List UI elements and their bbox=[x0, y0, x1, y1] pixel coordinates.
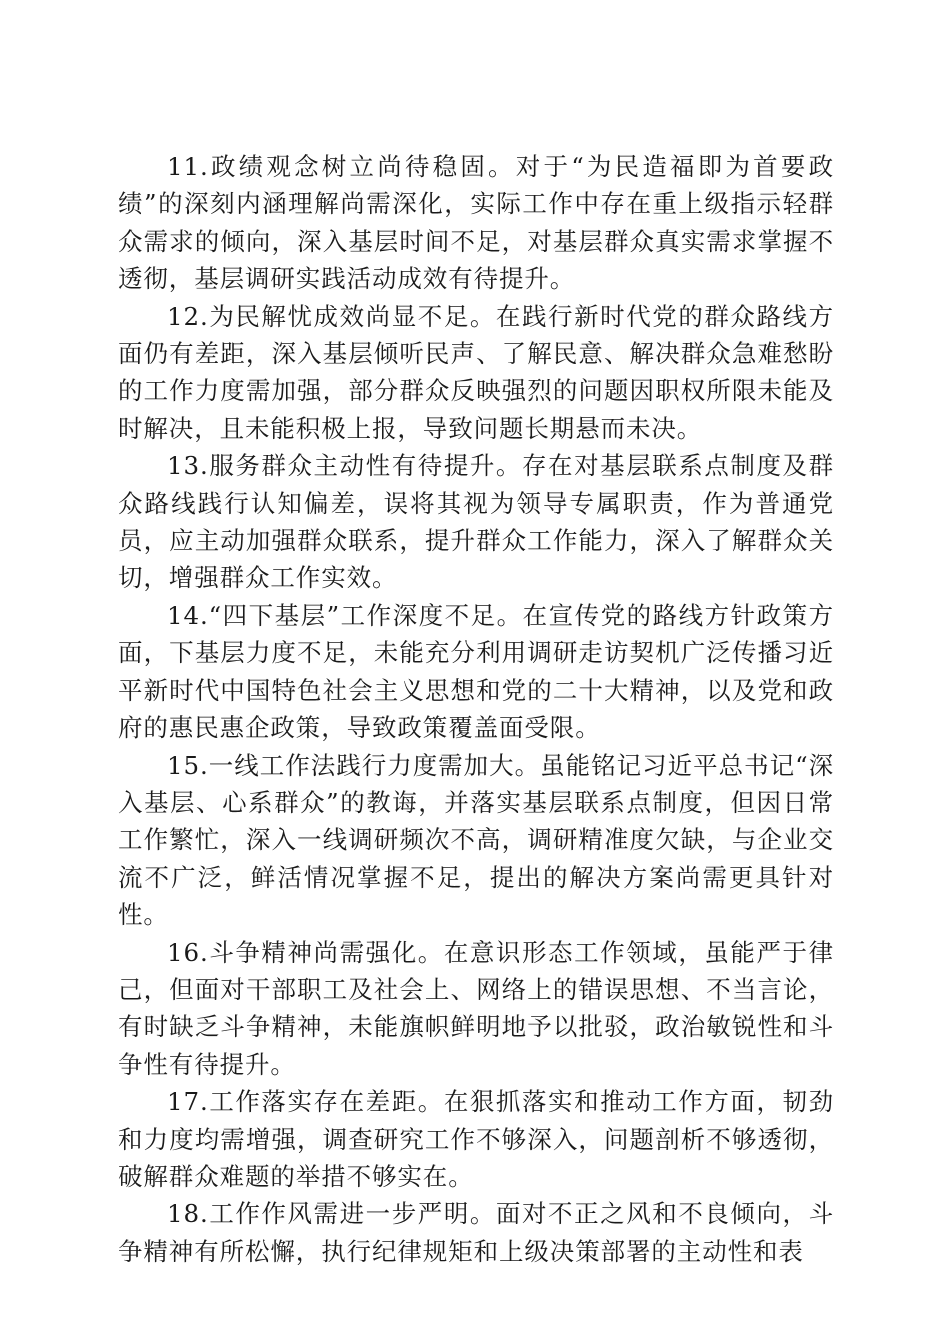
paragraph-13: 13.服务群众主动性有待提升。存在对基层联系点制度及群众路线践行认知偏差，误将其视为领导专属职责，作为普通党员，应主动加强群众联系，提升群众工作能力，深入了解群众关切，增强群众工作实效。 bbox=[118, 451, 834, 593]
document-body bbox=[118, 148, 834, 1270]
paragraph-11: 11.政绩观念树立尚待稳固。对于“为民造福即为首要政绩”的深刻内涵理解尚需深化，实际工作中存在重上级指示轻群众需求的倾向，深入基层时间不足，对基层群众真实需求掌握不透彻，基层调研实践活动成效有待提升。 bbox=[118, 152, 834, 294]
paragraph-18: 18.工作作风需进一步严明。面对不正之风和不良倾向，斗争精神有所松懈，执行纪律规矩和上级决策部署的主动性和表 bbox=[118, 1199, 834, 1266]
paragraph-15: 15.一线工作法践行力度需加大。虽能铭记习近平总书记“深入基层、心系群众”的教诲，并落实基层联系点制度，但因日常工作繁忙，深入一线调研频次不高，调研精准度欠缺，与企业交流不广泛，鲜活情况掌握不足，提出的解决方案尚需更具针对性。 bbox=[118, 750, 834, 930]
paragraph-14: 14.“四下基层”工作深度不足。在宣传党的路线方针政策方面，下基层力度不足，未能充分利用调研走访契机广泛传播习近平新时代中国特色社会主义思想和党的二十大精神，以及党和政府的惠民惠企政策，导致政策覆盖面受限。 bbox=[118, 600, 834, 743]
paragraph-16: 16.斗争精神尚需强化。在意识形态工作领域，虽能严于律己，但面对干部职工及社会上、网络上的错误思想、不当言论，有时缺乏斗争精神，未能旗帜鲜明地予以批驳，政治敏锐性和斗争性有待提升。 bbox=[118, 937, 834, 1079]
paragraph-12: 12.为民解忧成效尚显不足。在践行新时代党的群众路线方面仍有差距，深入基层倾听民声、了解民意、解决群众急难愁盼的工作力度需加强，部分群众反映强烈的问题因职权所限未能及时解决，且未能积极上报，导致问题长期悬而未决。 bbox=[118, 301, 834, 443]
paragraph-17: 17.工作落实存在差距。在狠抓落实和推动工作方面，韧劲和力度均需增强，调查研究工作不够深入，问题剖析不够透彻，破解群众难题的举措不够实在。 bbox=[118, 1087, 834, 1191]
